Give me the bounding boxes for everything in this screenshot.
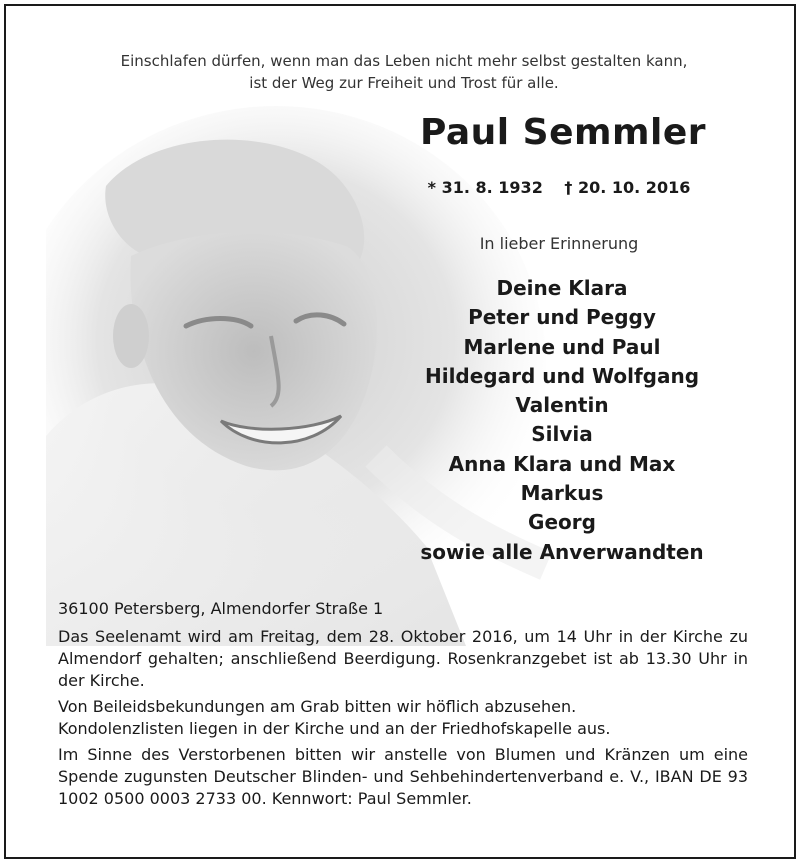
mourner: Markus <box>520 481 604 506</box>
address: 36100 Petersberg, Almendorfer Straße 1 <box>58 599 384 618</box>
birth-date: * 31. 8. 1932 <box>427 178 543 197</box>
funeral-info: Das Seelenamt wird am Freitag, dem 28. Oktober 2016, um 14 Uhr in der Kirche zu Almendorf gehalten; anschließend Beerdigung. Rosenkranzgebet ist ab 13.30 Uhr in der Kirche. <box>58 627 748 690</box>
mourner: Georg <box>528 510 596 535</box>
memory-line: In lieber Erinnerung <box>479 234 639 253</box>
motto-line-1: Einschlafen dürfen, wenn man das Leben nicht mehr selbst gestalten kann, <box>120 52 688 70</box>
mourner: Marlene und Paul <box>463 334 661 359</box>
obituary-card <box>4 4 796 859</box>
mourner: Deine Klara <box>496 276 628 300</box>
condolence-note-2: Kondolenzlisten liegen in der Kirche und an der Friedhofskapelle aus. <box>58 719 611 738</box>
death-date: † 20. 10. 2016 <box>564 178 691 197</box>
mourner: Hildegard und Wolfgang <box>424 363 700 388</box>
deceased-name: Paul Semmler <box>419 112 707 153</box>
motto-line-2: ist der Weg zur Freiheit und Trost für alle. <box>249 74 559 92</box>
motto <box>4 50 796 94</box>
mourners-list <box>398 274 726 567</box>
mourner: Peter und Peggy <box>468 305 656 330</box>
mourner: Silvia <box>531 422 593 447</box>
mourner: Anna Klara und Max <box>448 451 676 476</box>
condolence-note-1: Von Beileidsbekundungen am Grab bitten wir höflich abzusehen. <box>58 697 577 716</box>
obituary-text <box>58 598 748 810</box>
mourner: Valentin <box>515 393 609 418</box>
life-dates <box>414 178 704 197</box>
mourner: sowie alle Anverwandten <box>420 539 704 564</box>
donation-info: Im Sinne des Verstorbenen bitten wir anstelle von Blumen und Kränzen um eine Spende zugunsten Deutscher Blinden- und Sehbehindertenverband e. V., IBAN DE 93 1002 0500 0003 2733 00. Kennwort: Paul Semmler. <box>58 745 748 808</box>
